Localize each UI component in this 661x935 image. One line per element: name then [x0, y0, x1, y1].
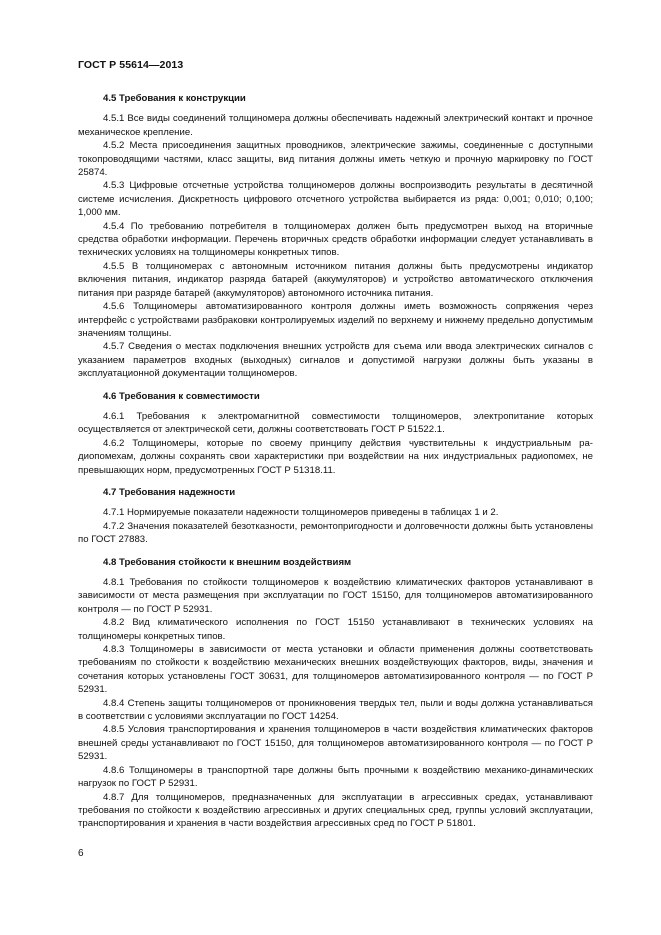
paragraph: 4.8.6 Толщиномеры в транспортной таре должны быть прочными к воздействию механико-динамических нагрузок по ГОСТ Р 52931.: [78, 764, 593, 790]
section-4-7: [78, 486, 593, 547]
document-header: ГОСТ Р 55614—2013: [78, 59, 184, 71]
paragraph: 4.5.3 Цифровые отсчетные устройства толщиномеров должны воспроизводить результаты в десятичной системе исчисления. Дискретность цифрового отсчетного устройства выбирается из ряда: 0,001; 0,010; 0,100; 1,000 мм.: [78, 180, 593, 219]
paragraph: 4.8.5 Условия транспортирования и хранения толщиномеров в части воздействия климатических факторов внешней среды устанавливают по ГОСТ 15150, для толщиномеров автоматизированного контроля — по ГОСТ Р 52931.: [78, 724, 593, 763]
section-4-6: [78, 390, 593, 477]
paragraph: 4.8.3 Толщиномеры в зависимости от места установки и области применения должны соответствовать требованиям по стойкости к воздействию механических внешних воздействующих факторов, виды, значения и сочетания которых установлены ГОСТ 30631, для толщиномеров автоматизированного контроля — по ГОСТ Р 52931.: [78, 644, 593, 696]
paragraph: 4.8.4 Степень защиты толщиномеров от проникновения твердых тел, пыли и воды должна устанавливаться в соответствии с условиями эксплуатации по ГОСТ 14254.: [78, 697, 593, 723]
page-number: 6: [78, 848, 84, 859]
paragraph: 4.6.2 Толщиномеры, которые по своему принципу действия чувствительны к индустриальным радиопомехам, должны сохранять свои характеристики при воздействии на них индустриальных радиопомех, не превышающих норм, предусмотренных ГОСТ Р 51318.11.: [78, 437, 593, 476]
paragraph: 4.5.5 В толщиномерах с автономным источником питания должны быть предусмотрены индикатор включения питания, индикатор разряда батарей (аккумуляторов) и устройство автоматического отключения питания при разряде батарей (аккумуляторов) автономного источника питания.: [78, 260, 593, 299]
paragraph: 4.5.4 По требованию потребителя в толщиномерах должен быть предусмотрен выход на вторичные средства обработки информации. Перечень вторичных средств обработки информации следует устанавливать в технических условиях на толщиномеры конкретных типов.: [78, 220, 593, 259]
paragraph: 4.8.7 Для толщиномеров, предназначенных для эксплуатации в агрессивных средах, устанавливают требования по стойкости к воздействию агрессивных и других специальных сред, группы условий эксплуатации, транспортирования и хранения в части воздействия агрессивных сред по ГОСТ Р 51801.: [78, 791, 593, 830]
section-title: 4.5 Требования к конструкции: [103, 93, 246, 104]
section-title: 4.6 Требования к совместимости: [103, 390, 260, 402]
paragraph: 4.8.2 Вид климатического исполнения по ГОСТ 15150 устанавливают в технических условиях на толщиномеры конкретных типов.: [78, 617, 593, 642]
paragraph: 4.8.1 Требования по стойкости толщиномеров к воздействию климатических факторов устанавливают в зависимости от места размещения при эксплуатации по ГОСТ 15150, для толщиномеров автоматизированного контроля — по ГОСТ Р 52931.: [78, 577, 593, 615]
paragraph: 4.7.2 Значения показателей безотказности, ремонтопригодности и долговечности должны быть установлены по ГОСТ 27883.: [78, 520, 593, 546]
document-body: [78, 92, 593, 840]
paragraph: 4.5.7 Сведения о местах подключения внешних устройств для съема или ввода электрических сигналов с указанием параметров входных (выходных) сигналов и допустимой нагрузки должны быть указаны в эксплуатационной документации толщиномеров.: [78, 341, 593, 380]
section-title: 4.8 Требования стойкости к внешним воздействиям: [103, 556, 352, 568]
paragraph: 4.6.1 Требования к электромагнитной совместимости толщиномеров, электропитание которых осуществляется от электрической сети, должны соответствовать ГОСТ Р 51522.1.: [78, 410, 593, 436]
paragraph: 4.7.1 Нормируемые показатели надежности толщиномеров приведены в таблицах 1 и 2.: [103, 507, 499, 519]
paragraph: 4.5.2 Места присоединения защитных проводников, электрические зажимы, соединенные с доступными токопроводящими частями, класс защиты, вид питания должны иметь четкую и прочную маркировку по ГОСТ 25874.: [78, 140, 593, 179]
section-title: 4.7 Требования надежности: [103, 486, 236, 498]
paragraph: 4.5.6 Толщиномеры автоматизированного контроля должны иметь возможность сопряжения через интерфейс с устройствами разбраковки контролируемых изделий по верхнему и нижнему предельно допустимым значениям толщины.: [78, 301, 593, 339]
paragraph: 4.5.1 Все виды соединений толщиномера должны обеспечивать надежный электрический контакт и прочное механическое крепление.: [78, 113, 593, 138]
section-4-8: [78, 556, 593, 831]
section-4-5: [78, 92, 593, 381]
